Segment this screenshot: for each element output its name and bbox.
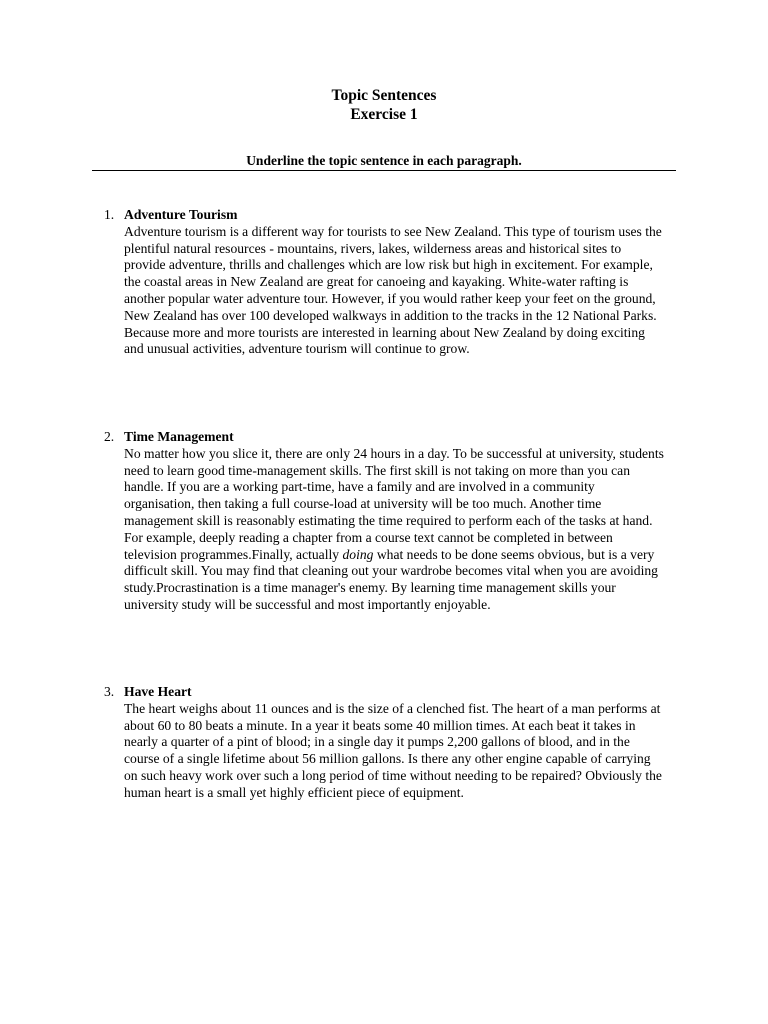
- item-paragraph: [124, 446, 664, 614]
- page-title: Topic Sentences: [331, 87, 437, 104]
- instruction-text: Underline the topic sentence in each paragraph.: [246, 153, 522, 168]
- item-paragraph: Adventure tourism is a different way for tourists to see New Zealand. This type of tourism uses the plentiful natural resources - mountains, rivers, lakes, wilderness areas and historical sites to provide adventure, thrills and challenges which are low risk but high in excitement. For example, the coastal areas in New Zealand are great for canoeing and kayaking. White-water rafting is another popular water adventure tour. However, if you would rather keep your feet on the ground, New Zealand has over 100 developed walkways in addition to the tracks in the 12 National Parks. Because more and more tourists are interested in learning about New Zealand by doing exciting and unusual activities, adventure tourism will continue to grow.: [124, 223, 662, 357]
- item-body: [124, 684, 664, 802]
- item-number: 1.: [104, 207, 115, 222]
- item-heading: Time Management: [124, 429, 234, 444]
- item-heading: Adventure Tourism: [124, 207, 238, 222]
- paragraph-text-after: what needs to be done seems obvious, but is a very difficult skill. You may find that cleaning out your wardrobe becomes vital when you are avoiding study.Procrastination is a time manager's enemy. By learning time management skills your university study will be successful and most importantly enjoyable.: [124, 546, 658, 612]
- item-body: [124, 429, 664, 614]
- page-subtitle: Exercise 1: [350, 106, 418, 123]
- item-body: [124, 207, 664, 358]
- list-item-have-heart: [104, 684, 664, 802]
- title-block: [0, 86, 768, 124]
- list-item-time-management: [104, 429, 664, 614]
- item-paragraph: The heart weighs about 11 ounces and is the size of a clenched fist. The heart of a man performs at about 60 to 80 beats a minute. In a year it beats some 40 million times. At each beat it takes in nearly a quarter of a pint of blood; in a single day it pumps 2,200 gallons of blood, and in the course of a single lifetime about 56 million gallons. Is there any other engine capable of carrying on such heavy work over such a long period of time without needing to be repaired? Obviously the human heart is a small yet highly efficient piece of equipment.: [124, 700, 662, 800]
- item-number: 3.: [104, 684, 115, 699]
- list-item-adventure-tourism: [104, 207, 664, 358]
- item-number: 2.: [104, 429, 115, 444]
- horizontal-rule: [92, 170, 676, 171]
- paragraph-emphasis: doing: [342, 546, 374, 562]
- paragraph-text-before: No matter how you slice it, there are only 24 hours in a day. To be successful at university, students need to learn good time-management skills. The first skill is not taking on more than you can handle. If you are a working part-time, have a family and are involved in a community organisation, then taking a full course-load at university will be too much. Another time management skill is reasonably estimating the time required to perform each of the tasks at hand. For example, deeply reading a chapter from a course text cannot be completed in between television programmes.Finally, actually: [124, 445, 664, 562]
- item-heading: Have Heart: [124, 684, 192, 699]
